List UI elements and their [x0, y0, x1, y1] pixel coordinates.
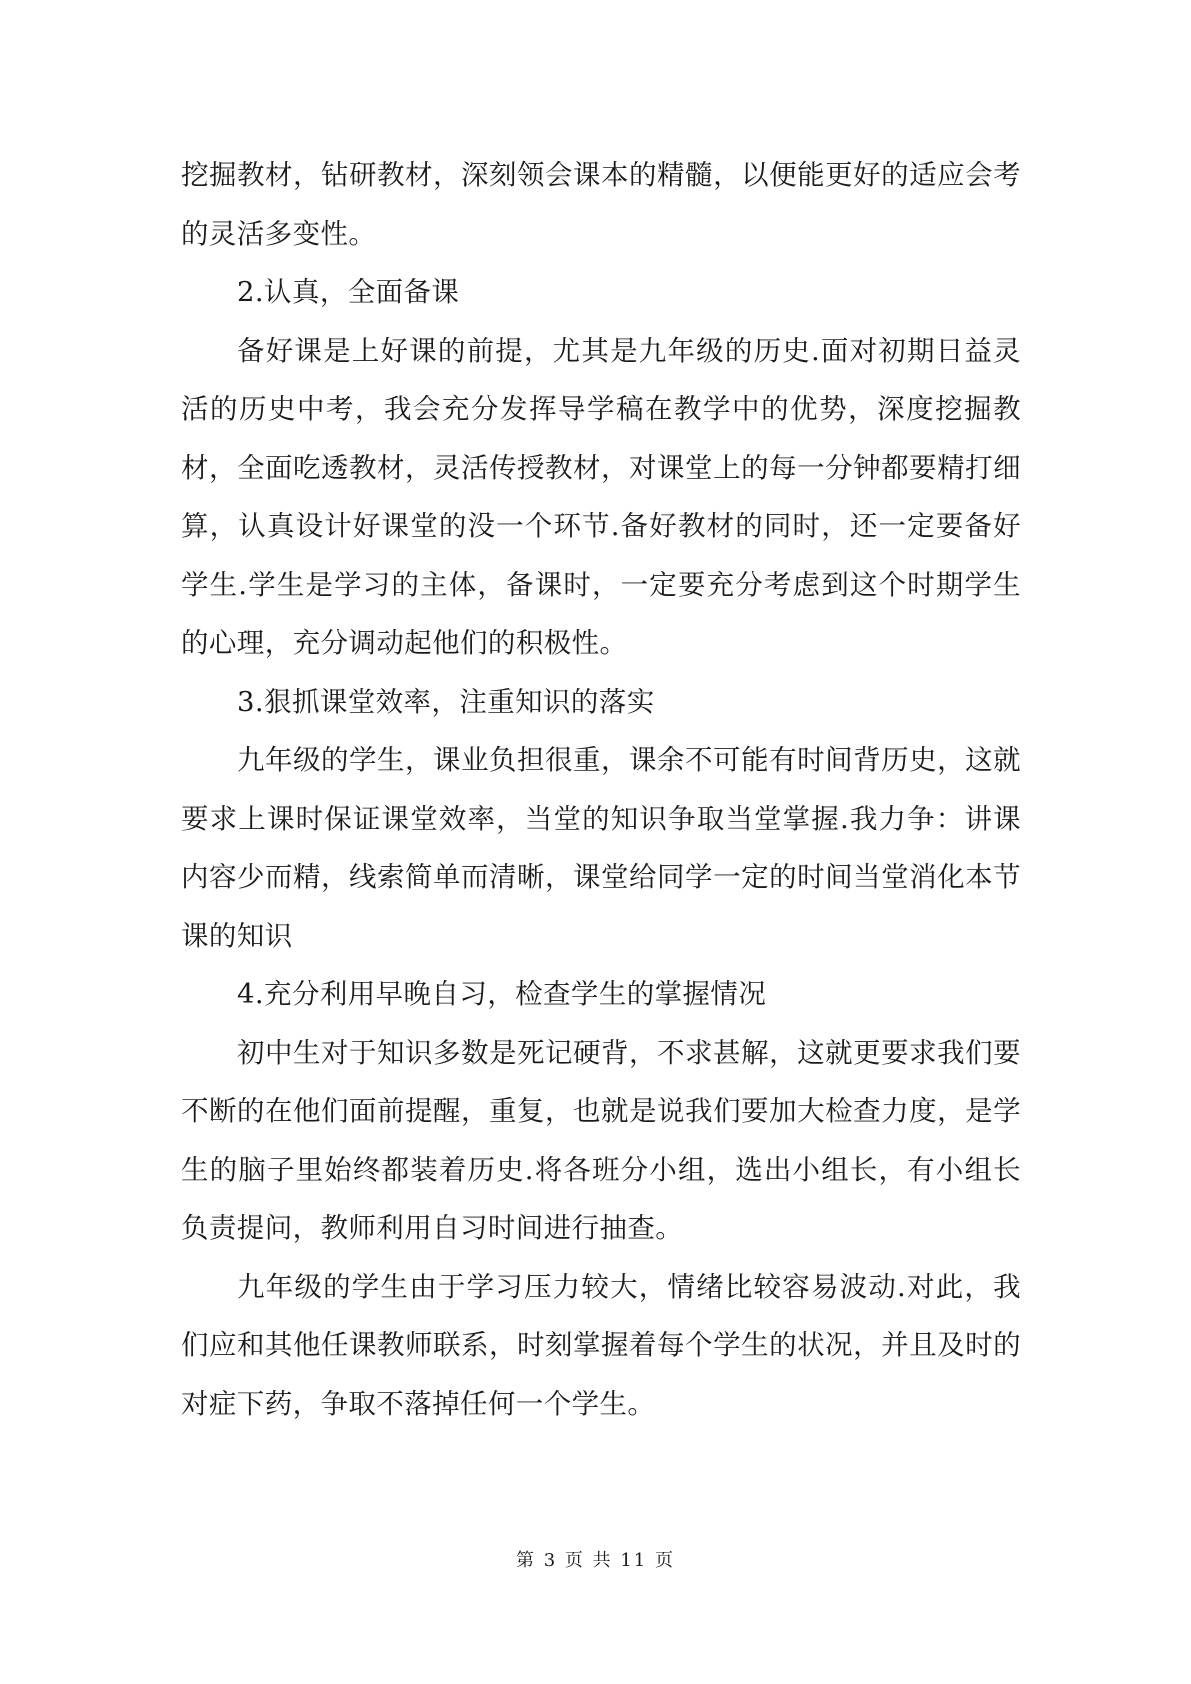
- section-heading-4: 4.充分利用早晚自习，检查学生的掌握情况: [237, 978, 767, 1010]
- paragraph-self-study-check: 初中生对于知识多数是死记硬背，不求甚解，这就更要求我们要不断的在他们面前提醒，重复，也就是说我们要加大检查力度，是学生的脑子里始终都装着历史.将各班分小组，选出小组长，有小组长负责提问，教师利用自习时间进行抽查。: [181, 1036, 1021, 1244]
- document-body: [181, 146, 1021, 1433]
- paragraph-continuation: 挖掘教材，钻研教材，深刻领会课本的精髓，以便能更好的适应会考的灵活多变性。: [181, 159, 1021, 250]
- paragraph-lesson-prep: 备好课是上好课的前提，尤其是九年级的历史.面对初期日益灵活的历史中考，我会充分发挥导学稿在教学中的优势，深度挖掘教材，全面吃透教材，灵活传授教材，对课堂上的每一分钟都要精打细算，认真设计好课堂的没一个环节.备好教材的同时，还一定要备好学生.学生是学习的主体，备课时，一定要充分考虑到这个时期学生的心理，充分调动起他们的积极性。: [181, 334, 1021, 659]
- section-heading-2: 2.认真，全面备课: [237, 276, 460, 308]
- paragraph-student-emotions: 九年级的学生由于学习压力较大，情绪比较容易波动.对此，我们应和其他任课教师联系，时刻掌握着每个学生的状况，并且及时的对症下药，争取不落掉任何一个学生。: [181, 1270, 1021, 1420]
- section-heading-3: 3.狠抓课堂效率，注重知识的落实: [237, 685, 655, 718]
- page-number-footer: 第 3 页 共 11 页: [516, 1550, 675, 1571]
- paragraph-class-efficiency: 九年级的学生，课业负担很重，课余不可能有时间背历史，这就要求上课时保证课堂效率，当堂的知识争取当堂掌握.我力争：讲课内容少而精，线索简单而清晰，课堂给同学一定的时间当堂消化本节课的知识: [181, 744, 1021, 952]
